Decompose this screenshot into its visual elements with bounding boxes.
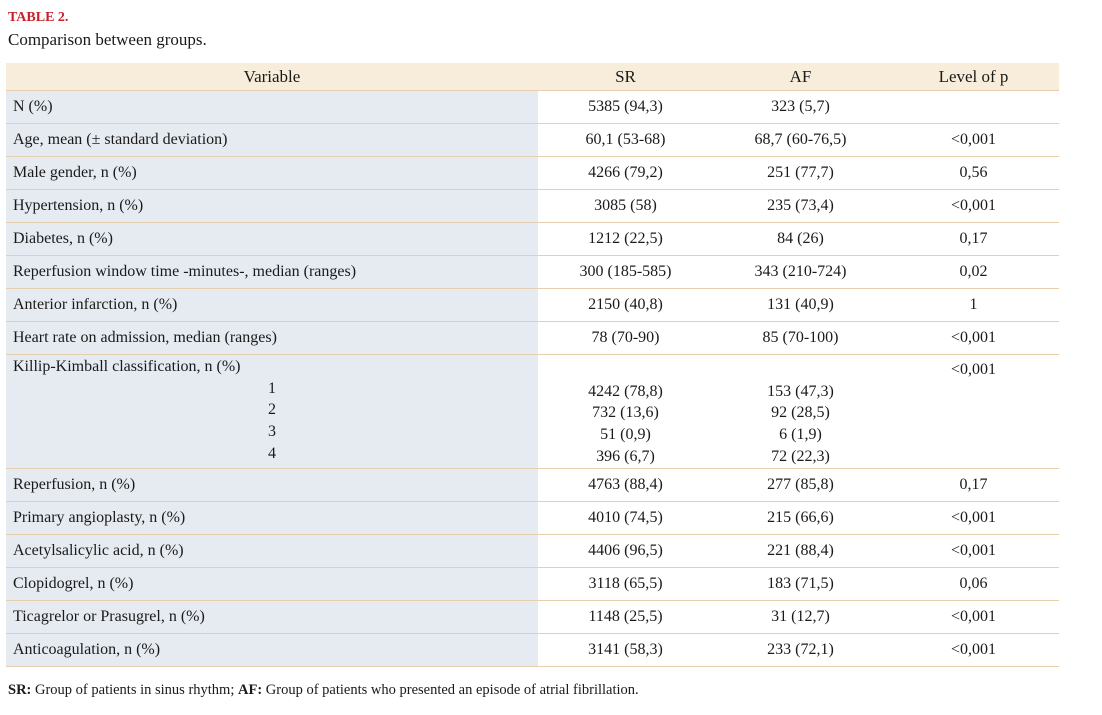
killip-af-cell xyxy=(713,355,888,469)
p-cell: <0,001 xyxy=(888,501,1059,534)
variable-cell: Reperfusion, n (%) xyxy=(6,468,538,501)
footnote-af-text: Group of patients who presented an episode of atrial fibrillation. xyxy=(262,682,639,698)
sr-cell: 3118 (65,5) xyxy=(538,567,713,600)
killip-grade: 4 xyxy=(268,444,276,462)
sr-cell: 4763 (88,4) xyxy=(538,468,713,501)
table-number: TABLE 2. xyxy=(8,10,69,25)
sr-cell: 4406 (96,5) xyxy=(538,534,713,567)
af-cell: 183 (71,5) xyxy=(713,567,888,600)
header-sr: SR xyxy=(538,63,713,91)
p-cell xyxy=(888,91,1059,124)
af-cell: 235 (73,4) xyxy=(713,190,888,223)
sr-cell: 51 (0,9) xyxy=(600,426,651,444)
af-cell: 72 (22,3) xyxy=(771,447,830,465)
header-variable: Variable xyxy=(6,63,538,91)
af-cell: 233 (72,1) xyxy=(713,633,888,666)
sr-cell: 396 (6,7) xyxy=(596,447,655,465)
sr-cell: 60,1 (53-68) xyxy=(538,124,713,157)
variable-cell: Age, mean (± standard deviation) xyxy=(6,124,538,157)
table-row xyxy=(6,223,1059,256)
killip-grade: 3 xyxy=(268,423,276,441)
table-row xyxy=(6,124,1059,157)
af-cell: 85 (70-100) xyxy=(713,322,888,355)
table-row xyxy=(6,567,1059,600)
variable-cell: Acetylsalicylic acid, n (%) xyxy=(6,534,538,567)
sr-cell: 1212 (22,5) xyxy=(538,223,713,256)
af-cell: 84 (26) xyxy=(713,223,888,256)
variable-cell: Anterior infarction, n (%) xyxy=(6,289,538,322)
table-row xyxy=(6,600,1059,633)
table-row xyxy=(6,91,1059,124)
p-cell: 0,56 xyxy=(888,157,1059,190)
p-cell: 0,02 xyxy=(888,256,1059,289)
table-row xyxy=(6,534,1059,567)
p-cell: <0,001 xyxy=(888,322,1059,355)
variable-cell: Primary angioplasty, n (%) xyxy=(6,501,538,534)
sr-cell: 4242 (78,8) xyxy=(588,382,663,400)
footnote-af-abbr: AF: xyxy=(238,682,263,698)
variable-cell: Heart rate on admission, median (ranges) xyxy=(6,322,538,355)
af-cell: 221 (88,4) xyxy=(713,534,888,567)
af-cell: 31 (12,7) xyxy=(713,600,888,633)
sr-cell: 78 (70-90) xyxy=(538,322,713,355)
variable-cell: N (%) xyxy=(6,91,538,124)
sr-cell: 2150 (40,8) xyxy=(538,289,713,322)
table-caption: Comparison between groups. xyxy=(8,30,207,49)
p-cell: <0,001 xyxy=(888,633,1059,666)
af-cell: 6 (1,9) xyxy=(779,426,822,444)
af-cell: 251 (77,7) xyxy=(713,157,888,190)
table-row xyxy=(6,256,1059,289)
killip-grade: 1 xyxy=(268,379,276,397)
af-cell: 323 (5,7) xyxy=(713,91,888,124)
p-cell: 0,17 xyxy=(888,468,1059,501)
killip-row xyxy=(6,355,1059,469)
table-row xyxy=(6,633,1059,666)
p-cell: <0,001 xyxy=(888,190,1059,223)
af-cell: 153 (47,3) xyxy=(767,382,834,400)
af-cell: 215 (66,6) xyxy=(713,501,888,534)
killip-variable-cell xyxy=(6,355,538,469)
af-cell: 68,7 (60-76,5) xyxy=(713,124,888,157)
comparison-table xyxy=(6,63,1059,667)
p-cell: <0,001 xyxy=(888,600,1059,633)
sr-cell: 732 (13,6) xyxy=(592,404,659,422)
header-af: AF xyxy=(713,63,888,91)
p-cell: <0,001 xyxy=(888,124,1059,157)
table-footnote xyxy=(8,682,639,699)
sr-cell: 3085 (58) xyxy=(538,190,713,223)
table-row xyxy=(6,157,1059,190)
p-cell: 1 xyxy=(888,289,1059,322)
footnote-sr-abbr: SR: xyxy=(8,682,32,698)
variable-cell: Anticoagulation, n (%) xyxy=(6,633,538,666)
af-cell: 131 (40,9) xyxy=(713,289,888,322)
p-cell: 0,06 xyxy=(888,567,1059,600)
variable-cell: Ticagrelor or Prasugrel, n (%) xyxy=(6,600,538,633)
sr-cell: 1148 (25,5) xyxy=(538,600,713,633)
killip-grade-list xyxy=(13,378,538,465)
killip-label: Killip-Kimball classification, n (%) xyxy=(13,358,241,375)
variable-cell: Reperfusion window time -minutes-, median (ranges) xyxy=(6,256,538,289)
variable-cell: Male gender, n (%) xyxy=(6,157,538,190)
af-cell: 277 (85,8) xyxy=(713,468,888,501)
af-cell: 343 (210-724) xyxy=(713,256,888,289)
variable-cell: Hypertension, n (%) xyxy=(6,190,538,223)
table-row xyxy=(6,322,1059,355)
table-row xyxy=(6,501,1059,534)
af-cell: 92 (28,5) xyxy=(771,404,830,422)
header-p: Level of p xyxy=(888,63,1059,91)
sr-cell: 4010 (74,5) xyxy=(538,501,713,534)
sr-cell: 4266 (79,2) xyxy=(538,157,713,190)
p-cell: <0,001 xyxy=(950,361,997,378)
killip-grade: 2 xyxy=(268,401,276,419)
footnote-sr-text: Group of patients in sinus rhythm; xyxy=(31,682,238,698)
sr-cell: 5385 (94,3) xyxy=(538,91,713,124)
variable-cell: Clopidogrel, n (%) xyxy=(6,567,538,600)
table-row xyxy=(6,289,1059,322)
table-row xyxy=(6,468,1059,501)
killip-sr-cell xyxy=(538,355,713,469)
killip-p-cell xyxy=(888,355,1059,469)
sr-cell: 300 (185-585) xyxy=(538,256,713,289)
header-row xyxy=(6,63,1059,91)
p-cell: 0,17 xyxy=(888,223,1059,256)
variable-cell: Diabetes, n (%) xyxy=(6,223,538,256)
p-cell: <0,001 xyxy=(888,534,1059,567)
table-row xyxy=(6,190,1059,223)
sr-cell: 3141 (58,3) xyxy=(538,633,713,666)
